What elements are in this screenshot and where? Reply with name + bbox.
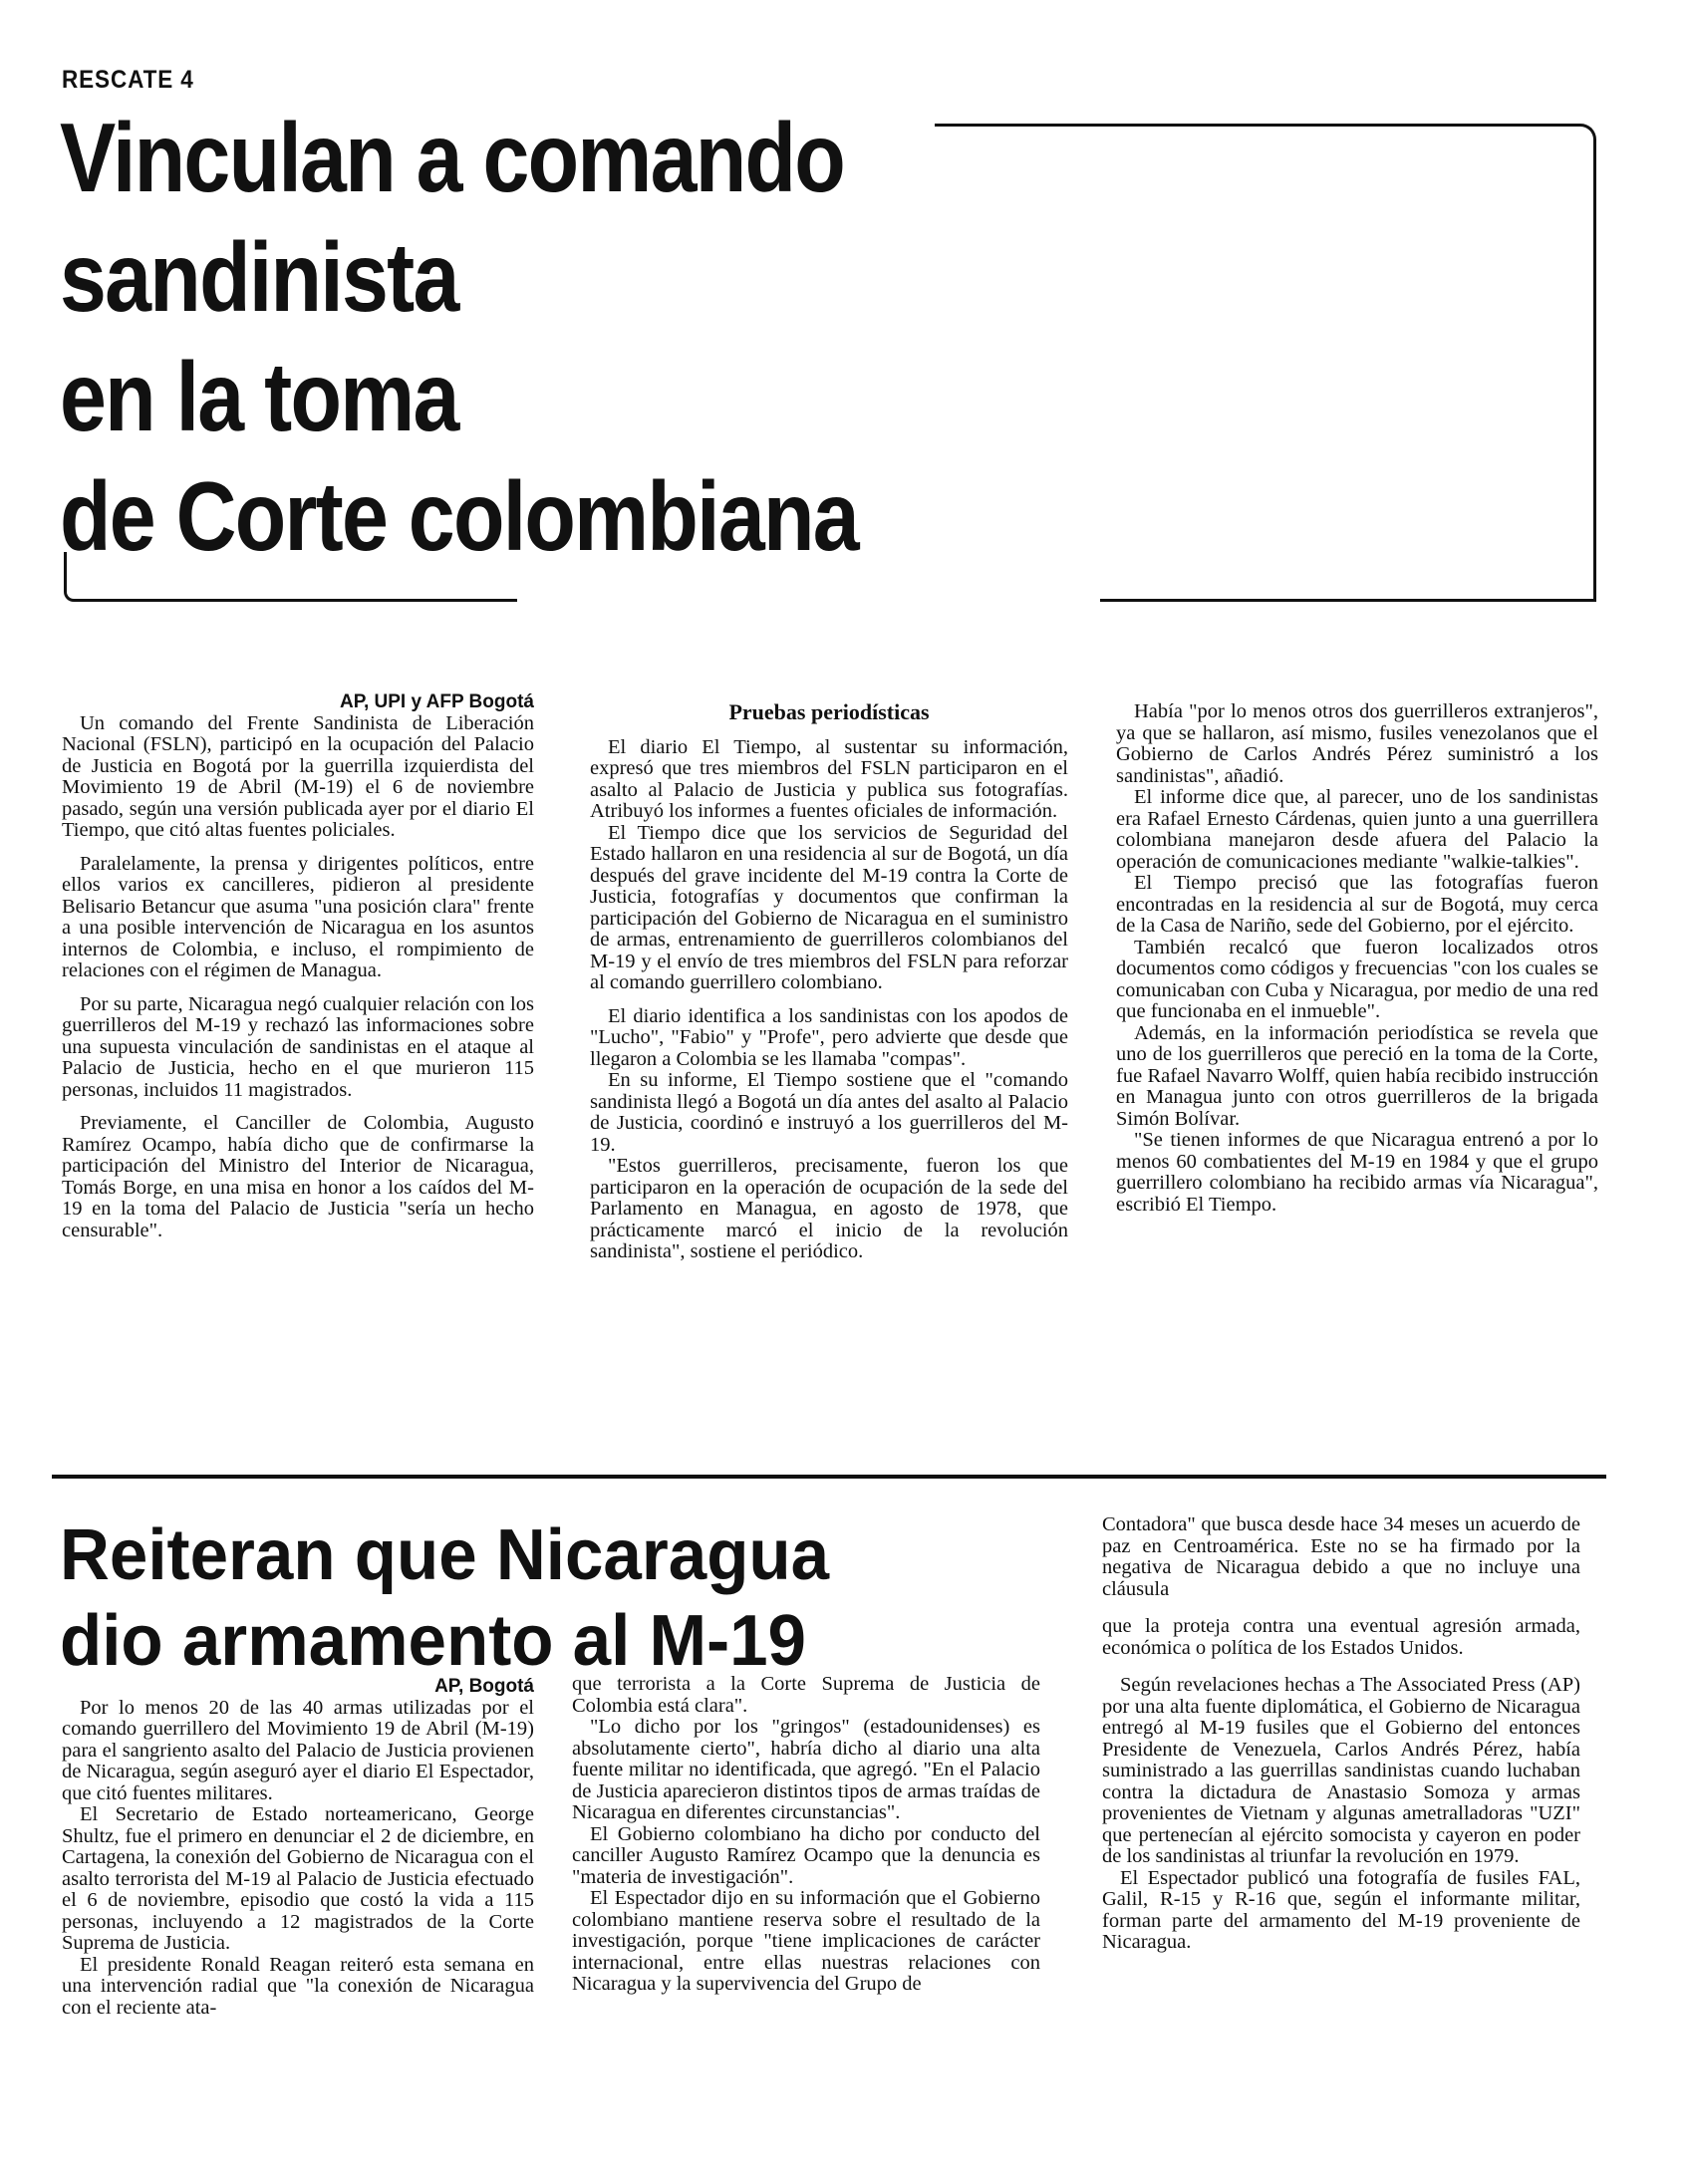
paragraph: Paralelamente, la prensa y dirigentes políticos, entre ellos varios ex cancilleres, pidieron al presidente Belisario Betancur que asuma "una posición clara" frente a una posible intervención de Nicaragua en los asuntos internos de Colombia, e incluso, el rompimiento de relaciones con el régimen de Managua. bbox=[62, 852, 534, 981]
paragraph: El informe dice que, al parecer, uno de los sandinistas era Rafael Ernesto Cárdenas, quien junto a una guerrillera colombiana manejaron desde afuera del Palacio la operación de comunicaciones mediante "walkie-talkies". bbox=[1116, 786, 1598, 873]
top-headline-line: de Corte colombiana bbox=[60, 461, 858, 571]
paragraph: "Se tienen informes de que Nicaragua entrenó a por lo menos 60 combatientes del M-19 en 1984 y que el grupo guerrillero colombiano ha recibido armas vía Nicaragua", escribió El Tiempo. bbox=[1116, 1129, 1598, 1216]
bottom-dateline: AP, Bogotá bbox=[434, 1676, 534, 1697]
subhead: Pruebas periodísticas bbox=[728, 699, 930, 724]
paragraph: Previamente, el Canciller de Colombia, Augusto Ramírez Ocampo, había dicho que de confirmarse la participación del Ministro del Interior de Nicaragua, Tomás Borge, en una misa en honor a los caídos del M-19 en la toma del Palacio de Justicia "sería un hecho censurable". bbox=[62, 1112, 534, 1241]
bottom-headline-line: Reiteran que Nicaragua bbox=[60, 1515, 830, 1595]
paragraph: También recalcó que fueron localizados otros documentos como códigos y frecuencias "con los cuales se comunicaban con Cuba y Nicaragua, por medio de una red que funcionaba en el inmueble". bbox=[1116, 936, 1598, 1022]
top-dateline: AP, UPI y AFP Bogotá bbox=[340, 691, 534, 712]
paragraph: El diario El Tiempo, al sustentar su información, expresó que tres miembros del FSLN participaron en el asalto al Palacio de Justicia y publica sus fotografías. Atribuyó los informes a fuentes oficiales de información. bbox=[590, 735, 1068, 822]
paragraph: "Estos guerrilleros, precisamente, fueron los que participaron en la operación de ocupación de la sede del Parlamento en Managua, en agosto de 1978, que prácticamente marcó el inicio de la revolución sandinista", sostiene el periódico. bbox=[590, 1155, 1068, 1262]
headline-frame-bottom-right bbox=[1100, 599, 1594, 602]
paragraph: El Tiempo dice que los servicios de Seguridad del Estado hallaron en una residencia al sur de Bogotá, un día después del grave incidente del M-19 contra la Corte de Justicia, fotografías y documentos que confirman la participación del Gobierno de Nicaragua en el suministro de armas, entrenamiento de guerrilleros colombianos del M-19 y el envío de tres miembros del FSLN para reforzar al comando guerrillero colombiano. bbox=[590, 821, 1068, 993]
bottom-story-column-3 bbox=[1102, 1514, 1580, 1954]
paragraph: El Tiempo precisó que las fotografías fueron encontradas en la residencia al sur de Bogotá, muy cerca de la Casa de Nariño, sede del Gobierno, por el ejército. bbox=[1116, 872, 1598, 937]
bottom-story-column-1 bbox=[62, 1676, 534, 2019]
paragraph: El diario identifica a los sandinistas con los apodos de "Lucho", "Fabio" y "Profe", pero advierte que desde que llegaron a Colombia se les llamaba "compas". bbox=[590, 1004, 1068, 1070]
paragraph: Según revelaciones hechas a The Associated Press (AP) por una alta fuente diplomática, el Gobierno de Nicaragua entregó al M-19 fusiles que el Gobierno del entonces Presidente de Venezuela, Carlos Andrés Pérez, había suministrado a las guerrillas sandinistas cuando luchaban contra la dictadura de Anastasio Somoza y armas provenientes de Vietnam y algunas ametralladoras "UZI" que pertenecían al ejército somocista y cayeron en poder de los sandinistas al triunfar la revolución en 1979. bbox=[1102, 1674, 1580, 1867]
paragraph: Un comando del Frente Sandinista de Liberación Nacional (FSLN), participó en la ocupación del Palacio de Justicia en Bogotá por la guerrilla izquierdista del Movimiento 19 de Abril (M-19) el 6 de noviembre pasado, según una versión publicada ayer por el diario El Tiempo, que citó altas fuentes policiales. bbox=[62, 711, 534, 841]
headline-frame-bottom-left bbox=[64, 552, 517, 602]
section-divider bbox=[52, 1475, 1606, 1479]
bottom-headline-line: dio armamento al M-19 bbox=[60, 1601, 806, 1681]
top-headline-line: Vinculan a comando bbox=[60, 103, 845, 212]
top-story-column-1 bbox=[62, 691, 534, 1241]
paragraph: que la proteja contra una eventual agresión armada, económica o política de los Estados Unidos. bbox=[1102, 1615, 1580, 1659]
paragraph: Contadora" que busca desde hace 34 meses un acuerdo de paz en Centroamérica. Este no se ha firmado por la negativa de Nicaragua debido a que no incluye una cláusula bbox=[1102, 1513, 1580, 1600]
bottom-headline bbox=[60, 1512, 829, 1684]
headline-frame-top bbox=[935, 124, 1596, 602]
paragraph: El presidente Ronald Reagan reiteró esta semana en una intervención radial que "la conexión de Nicaragua con el reciente ata- bbox=[62, 1953, 534, 2019]
paragraph: "Lo dicho por los "gringos" (estadounidenses) es absolutamente cierto", habría dicho al diario una alta fuente militar no identificada, que agregó. "En el Palacio de Justicia aparecieron distintos tipos de armas traídas de Nicaragua en diferentes circunstancias". bbox=[572, 1716, 1040, 1823]
top-story-column-3 bbox=[1116, 701, 1598, 1216]
paragraph: Había "por lo menos otros dos guerrilleros extranjeros", ya que se hallaron, así mismo, fusiles venezolanos que el Gobierno de Carlos Andrés Pérez suministró a los sandinistas", añadió. bbox=[1116, 700, 1598, 787]
bottom-story-column-2 bbox=[572, 1674, 1040, 1996]
paragraph: En su informe, El Tiempo sostiene que el "comando sandinista llegó a Bogotá un día antes del asalto al Palacio de Justicia, coordinó e instruyó a los guerrilleros del M-19. bbox=[590, 1069, 1068, 1156]
paragraph: El Espectador dijo en su información que el Gobierno colombiano mantiene reserva sobre el resultado de la investigación, porque "tiene implicaciones de carácter internacional, entre ellas nuestras relaciones con Nicaragua y la supervivencia del Grupo de bbox=[572, 1887, 1040, 1995]
kicker: RESCATE 4 bbox=[62, 66, 194, 94]
paragraph: El Secretario de Estado norteamericano, George Shultz, fue el primero en denunciar el 2 de diciembre, en Cartagena, la conexión del Gobierno de Nicaragua con el asalto terrorista del M-19 al Palacio de Justicia efectuado el 6 de noviembre, episodio que costó la vida a 115 personas, incluyendo a 12 magistrados de la Corte Suprema de Justicia. bbox=[62, 1803, 534, 1954]
top-headline-line: sandinista bbox=[60, 222, 458, 332]
top-story-column-2 bbox=[590, 701, 1068, 1263]
top-headline-line: en la toma bbox=[60, 342, 458, 451]
paragraph: que terrorista a la Corte Suprema de Justicia de Colombia está clara". bbox=[572, 1673, 1040, 1717]
paragraph: Por lo menos 20 de las 40 armas utilizadas por el comando guerrillero del Movimiento 19 de Abril (M-19) para el sangriento asalto del Palacio de Justicia provienen de Nicaragua, según aseguró ayer el diario El Espectador, que citó fuentes militares. bbox=[62, 1696, 534, 1804]
paragraph: El Espectador publicó una fotografía de fusiles FAL, Galil, R-15 y R-16 que, según el informante militar, forman parte del armamento del M-19 proveniente de Nicaragua. bbox=[1102, 1866, 1580, 1953]
top-headline bbox=[60, 98, 858, 576]
paragraph: El Gobierno colombiano ha dicho por conducto del canciller Augusto Ramírez Ocampo que la denuncia es "materia de investigación". bbox=[572, 1822, 1040, 1888]
paragraph: Además, en la información periodística se revela que uno de los guerrilleros que pereció en la toma de la Corte, fue Rafael Navarro Wolff, quien había recibido instrucción en Managua junto con otros guerrilleros de la brigada Simón Bolívar. bbox=[1116, 1021, 1598, 1130]
paragraph: Por su parte, Nicaragua negó cualquier relación con los guerrilleros del M-19 y rechazó las informaciones sobre una supuesta vinculación de sandinistas en el ataque al Palacio de Justicia, hecho en el que murieron 115 personas, incluidos 11 magistrados. bbox=[62, 992, 534, 1101]
